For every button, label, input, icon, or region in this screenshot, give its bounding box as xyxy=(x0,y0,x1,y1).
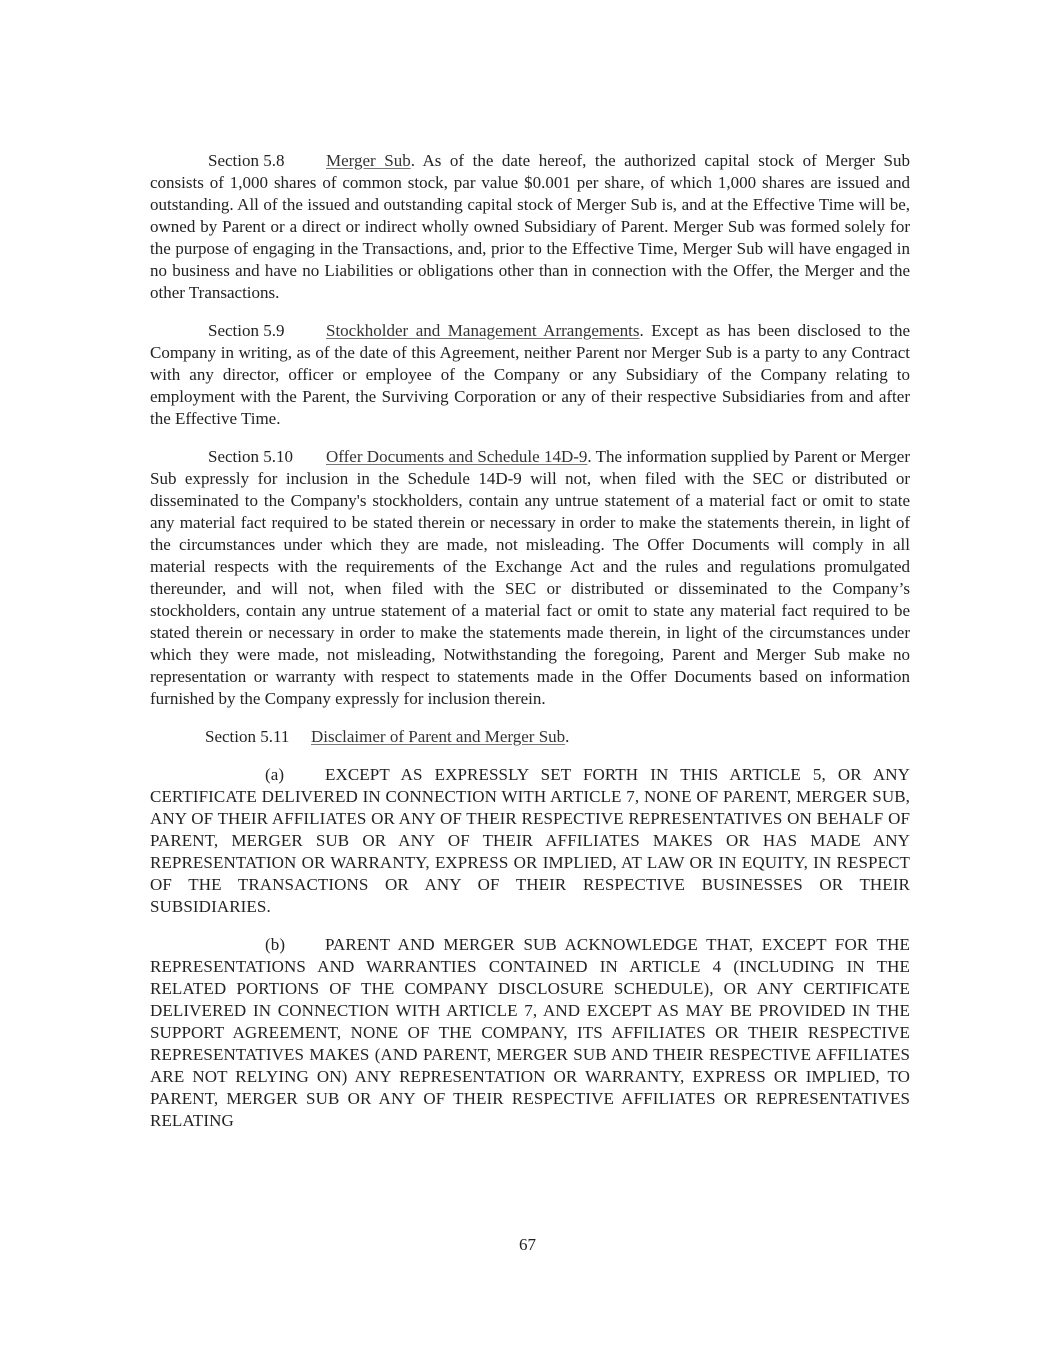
subsection-a xyxy=(150,764,910,918)
section-5-11 xyxy=(150,726,910,748)
subsection-text: EXCEPT AS EXPRESSLY SET FORTH IN THIS ARTICLE 5, OR ANY CERTIFICATE DELIVERED IN CONNECTION WITH ARTICLE 7, NONE OF PARENT, MERGER SUB, ANY OF THEIR AFFILIATES OR ANY OF THEIR RESPECTIVE REPRESENTATIVES ON BEHALF OF PARENT, MERGER SUB OR ANY OF THEIR AFFILIATES MAKES OR HAS MADE ANY REPRESENTATION OR WARRANTY, EXPRESS OR IMPLIED, AT LAW OR IN EQUITY, IN RESPECT OF THE TRANSACTIONS OR ANY OF THEIR RESPECTIVE BUSINESSES OR THEIR SUBSIDIARIES. xyxy=(150,765,910,916)
document-page xyxy=(150,150,910,1148)
section-5-9 xyxy=(150,320,910,430)
section-body: . Except as has been disclosed to the Company in writing, as of the date of this Agreement, neither Parent nor Merger Sub is a party to any Contract with any director, officer or employee of the Company or any Subsidiary of the Company relating to employment with the Parent, the Surviving Corporation or any of their respective Subsidiaries from and after the Effective Time. xyxy=(150,321,910,428)
section-5-10 xyxy=(150,446,910,710)
section-label: Section 5.10 xyxy=(208,447,293,466)
section-5-8 xyxy=(150,150,910,304)
section-body: . As of the date hereof, the authorized capital stock of Merger Sub consists of 1,000 shares of common stock, par value $0.001 per share, of which 1,000 shares are issued and outstanding. All of the issued and outstanding capital stock of Merger Sub is, and at the Effective Time will be, owned by Parent or a direct or indirect wholly owned Subsidiary of Parent. Merger Sub was formed solely for the purpose of engaging in the Transactions, and, prior to the Effective Time, Merger Sub will have engaged in no business and have no Liabilities or obligations other than in connection with the Offer, the Merger and the other Transactions. xyxy=(150,151,910,302)
section-label: Section 5.8 xyxy=(208,151,285,170)
subsection-b xyxy=(150,934,910,1132)
subsection-mark: (a) xyxy=(265,765,285,784)
section-body: . The information supplied by Parent or Merger Sub expressly for inclusion in the Schedule 14D-9 will not, when filed with the SEC or distributed or disseminated to the Company's stockholders, contain any untrue statement of a material fact or omit to state any material fact required to be stated therein or necessary in order to make the statements therein, in light of the circumstances under which they are made, not misleading. The Offer Documents will comply in all material respects with the requirements of the Exchange Act and the rules and regulations promulgated thereunder, and will not, when filed with the SEC or distributed or disseminated to the Company’s stockholders, contain any untrue statement of a material fact or omit to state any material fact required to be stated therein or necessary in order to make the statements made therein, in light of the circumstances under which they were made, not misleading, Notwithstanding the foregoing, Parent and Merger Sub make no representation or warranty with respect to statements made in the Offer Documents based on information furnished by the Company expressly for inclusion therein. xyxy=(150,447,910,708)
subsection-mark: (b) xyxy=(265,935,286,954)
section-label: Section 5.11 xyxy=(205,727,290,746)
section-title: Offer Documents and Schedule 14D-9 xyxy=(326,447,588,466)
section-title: Merger Sub xyxy=(326,151,411,170)
section-title: Disclaimer of Parent and Merger Sub xyxy=(311,727,566,746)
page-number: 67 xyxy=(519,1235,536,1254)
section-title: Stockholder and Management Arrangements xyxy=(326,321,640,340)
section-body: . xyxy=(565,727,570,746)
subsection-text: PARENT AND MERGER SUB ACKNOWLEDGE THAT, EXCEPT FOR THE REPRESENTATIONS AND WARRANTIES CONTAINED IN ARTICLE 4 (INCLUDING IN THE RELATED PORTIONS OF THE COMPANY DISCLOSURE SCHEDULE), OR ANY CERTIFICATE DELIVERED IN CONNECTION WITH ARTICLE 7, AND EXCEPT AS MAY BE PROVIDED IN THE SUPPORT AGREEMENT, NONE OF THE COMPANY, ITS AFFILIATES OR THEIR RESPECTIVE REPRESENTATIVES MAKES (AND PARENT, MERGER SUB AND THEIR RESPECTIVE AFFILIATES ARE NOT RELYING ON) ANY REPRESENTATION OR WARRANTY, EXPRESS OR IMPLIED, TO PARENT, MERGER SUB OR ANY OF THEIR RESPECTIVE AFFILIATES OR REPRESENTATIVES RELATING xyxy=(150,935,910,1130)
section-label: Section 5.9 xyxy=(208,321,285,340)
